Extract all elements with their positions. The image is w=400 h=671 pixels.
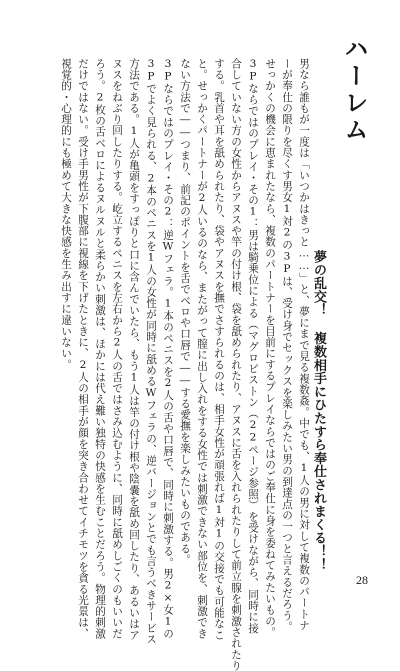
body-line: と。せっかくパートナーが2人いるのなら、またがって膣に出し入れをする女性では刺激できない部位を、刺激でき	[196, 58, 208, 640]
body-line: 方法である。1人が亀頭をすっぽりと口に含んでいたら、もう1人は竿の付け根や陰嚢を舐め回したり、あるいはア	[128, 58, 140, 641]
body-line: 3Pならではのプレイ・その1：男は騎乗位による（マグロピストン（22ページ参照）を受けながら、同時に接	[247, 58, 259, 634]
body-line: ない方法で――つまり、前記のポイントを舌でベロや口唇で――する愛撫を楽しみたいものである。	[179, 58, 191, 566]
body-line: ヌスをねぶり回したりする。屹立するペニスを左右から2人の舌ではさみ込むように、同時に舐めしごくのもいいだ	[111, 58, 123, 640]
body-line: ろう。2枚の舌ベロによるヌルヌルと柔らかい刺激は、ほかには代え難い独特の快感を生むことだろう。物理的刺激	[94, 58, 106, 640]
body-text	[22, 58, 312, 671]
body-line: 3Pならではのプレイ・その2：逆Wフェラ。1本のペニスを2人の舌や口唇で、同時に刺激する。男2×女1の	[162, 58, 174, 640]
body-line: 3Pでよく見られる、2本のペニスを1人の女性が同時に舐めるWフェラの、逆バージョンとでも言うべきサービス	[145, 58, 157, 645]
subtitle: 夢の乱交！ 複数相手にひたすら奉仕されまくる！！	[311, 250, 326, 572]
body-line: 男なら誰もが一度は「いつかはきっと……」と、夢にまで見る複数姦。中でも、1人の男に対して複数のパートナ	[298, 58, 310, 631]
body-line: だけではない。受け手男性が下腹部に視線を下げたときに、2人の相手が顔を突き合わせてイチモツを貪る光景は、	[77, 58, 89, 640]
chapter-title: ハーレム	[340, 36, 368, 144]
page-number: 28	[356, 573, 368, 587]
body-line: せっかくの機会に恵まれたなら、複数のパートナーを目前にするプレイならではのご奉仕に身を委ねてみたいもの。	[264, 58, 276, 638]
body-line: 合していない方の女性からアヌスや竿の付け根、袋を舐められたり、アヌスに舌を入れられたりして前立腺を刺激されたり	[230, 58, 242, 671]
body-line: ーが奉仕の限りを尽くす男女1対2の3Pは、受け身でセックスを楽しみたい男の到達点の一つと言えるだろう。	[281, 58, 293, 633]
body-line: 視覚的・心理的にも極めて大きな快感を生み出すに違いない。	[60, 58, 72, 371]
body-line: する。乳首や耳を舐められたり、袋やアヌスを撫でさすられるのは、相手女性が頑張れば1対1の交接でも可能なこ	[213, 58, 225, 641]
